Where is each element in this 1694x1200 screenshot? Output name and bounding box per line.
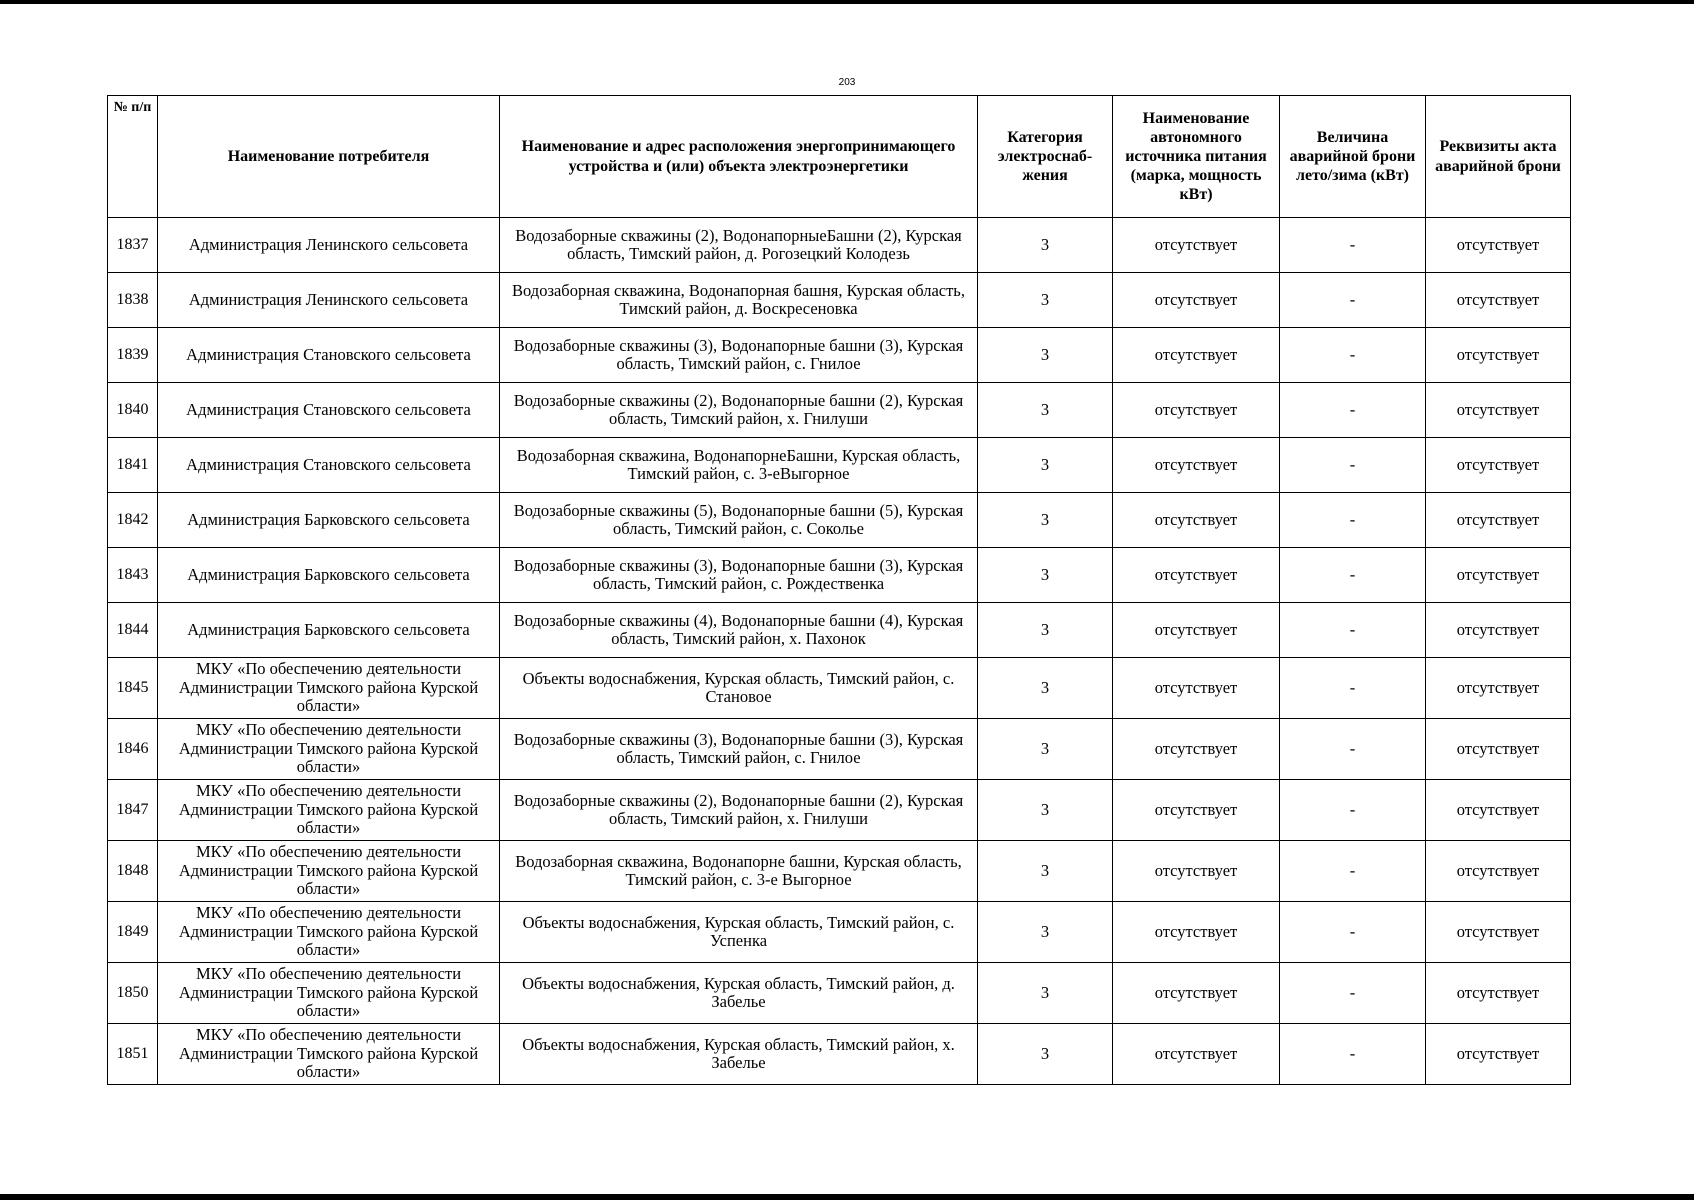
reserve-cell: - <box>1280 603 1426 658</box>
power-source-cell: отсутствует <box>1113 1024 1280 1085</box>
object-cell: Водозаборные скважины (4), Водонапорные башни (4), Курская область, Тимский район, х. Пахонок <box>500 603 978 658</box>
object-cell: Водозаборная скважина, ВодонапорнеБашни, Курская область, Тимский район, с. 3-еВыгорное <box>500 438 978 493</box>
row-number-cell: 1839 <box>108 328 158 383</box>
consumer-cell: МКУ «По обеспечению деятельности Администрации Тимского района Курской области» <box>158 841 500 902</box>
consumer-cell: МКУ «По обеспечению деятельности Администрации Тимского района Курской области» <box>158 1024 500 1085</box>
reserve-cell: - <box>1280 218 1426 273</box>
category-cell: 3 <box>978 218 1113 273</box>
power-source-cell: отсутствует <box>1113 548 1280 603</box>
act-details-cell: отсутствует <box>1426 493 1571 548</box>
power-source-cell: отсутствует <box>1113 273 1280 328</box>
reserve-cell: - <box>1280 902 1426 963</box>
act-details-cell: отсутствует <box>1426 218 1571 273</box>
act-details-cell: отсутствует <box>1426 841 1571 902</box>
object-cell: Объекты водоснабжения, Курская область, Тимский район, с. Успенка <box>500 902 978 963</box>
consumer-cell: Администрация Становского сельсовета <box>158 438 500 493</box>
header-cell: Категория электроснаб-жения <box>978 96 1113 218</box>
consumer-cell: Администрация Барковского сельсовета <box>158 493 500 548</box>
object-cell: Водозаборная скважина, Водонапорне башни, Курская область, Тимский район, с. 3-е Выгорное <box>500 841 978 902</box>
header-cell: № п/п <box>108 96 158 218</box>
category-cell: 3 <box>978 328 1113 383</box>
category-cell: 3 <box>978 719 1113 780</box>
page-number: 203 <box>838 77 856 88</box>
power-source-cell: отсутствует <box>1113 218 1280 273</box>
object-cell: Водозаборные скважины (5), Водонапорные башни (5), Курская область, Тимский район, с. Соколье <box>500 493 978 548</box>
act-details-cell: отсутствует <box>1426 438 1571 493</box>
consumer-cell: МКУ «По обеспечению деятельности Администрации Тимского района Курской области» <box>158 902 500 963</box>
reserve-cell: - <box>1280 841 1426 902</box>
object-cell: Объекты водоснабжения, Курская область, Тимский район, с. Становое <box>500 658 978 719</box>
header-cell: Наименование автономного источника питания (марка, мощность кВт) <box>1113 96 1280 218</box>
power-source-cell: отсутствует <box>1113 328 1280 383</box>
table-row <box>108 1024 1571 1085</box>
row-number-cell: 1848 <box>108 841 158 902</box>
power-source-cell: отсутствует <box>1113 780 1280 841</box>
category-cell: 3 <box>978 902 1113 963</box>
object-cell: Водозаборные скважины (2), ВодонапорныеБашни (2), Курская область, Тимский район, д. Рогозецкий Колодезь <box>500 218 978 273</box>
registry-table <box>107 95 1571 1085</box>
object-cell: Водозаборные скважины (3), Водонапорные башни (3), Курская область, Тимский район, с. Гнилое <box>500 719 978 780</box>
object-cell: Водозаборные скважины (2), Водонапорные башни (2), Курская область, Тимский район, х. Гнилуши <box>500 780 978 841</box>
row-number-cell: 1849 <box>108 902 158 963</box>
reserve-cell: - <box>1280 1024 1426 1085</box>
reserve-cell: - <box>1280 438 1426 493</box>
reserve-cell: - <box>1280 493 1426 548</box>
category-cell: 3 <box>978 548 1113 603</box>
object-cell: Водозаборные скважины (3), Водонапорные башни (3), Курская область, Тимский район, с. Гнилое <box>500 328 978 383</box>
object-cell: Водозаборные скважины (3), Водонапорные башни (3), Курская область, Тимский район, с. Рождественка <box>500 548 978 603</box>
row-number-cell: 1837 <box>108 218 158 273</box>
reserve-cell: - <box>1280 780 1426 841</box>
power-source-cell: отсутствует <box>1113 719 1280 780</box>
power-source-cell: отсутствует <box>1113 963 1280 1024</box>
act-details-cell: отсутствует <box>1426 328 1571 383</box>
object-cell: Объекты водоснабжения, Курская область, Тимский район, д. Забелье <box>500 963 978 1024</box>
reserve-cell: - <box>1280 548 1426 603</box>
header-cell: Наименование и адрес расположения энергопринимающего устройства и (или) объекта электроэнергетики <box>500 96 978 218</box>
act-details-cell: отсутствует <box>1426 603 1571 658</box>
consumer-cell: МКУ «По обеспечению деятельности Администрации Тимского района Курской области» <box>158 658 500 719</box>
power-source-cell: отсутствует <box>1113 841 1280 902</box>
scan-edge-bottom <box>0 1194 1694 1200</box>
reserve-cell: - <box>1280 273 1426 328</box>
category-cell: 3 <box>978 841 1113 902</box>
table-row <box>108 963 1571 1024</box>
row-number-cell: 1843 <box>108 548 158 603</box>
reserve-cell: - <box>1280 719 1426 780</box>
row-number-cell: 1850 <box>108 963 158 1024</box>
row-number-cell: 1845 <box>108 658 158 719</box>
row-number-cell: 1851 <box>108 1024 158 1085</box>
row-number-cell: 1840 <box>108 383 158 438</box>
consumer-cell: МКУ «По обеспечению деятельности Администрации Тимского района Курской области» <box>158 780 500 841</box>
row-number-cell: 1847 <box>108 780 158 841</box>
act-details-cell: отсутствует <box>1426 780 1571 841</box>
reserve-cell: - <box>1280 658 1426 719</box>
row-number-cell: 1846 <box>108 719 158 780</box>
category-cell: 3 <box>978 383 1113 438</box>
act-details-cell: отсутствует <box>1426 658 1571 719</box>
category-cell: 3 <box>978 1024 1113 1085</box>
table-row <box>108 603 1571 658</box>
act-details-cell: отсутствует <box>1426 719 1571 780</box>
row-number-cell: 1844 <box>108 603 158 658</box>
category-cell: 3 <box>978 603 1113 658</box>
header-row <box>108 96 1571 218</box>
power-source-cell: отсутствует <box>1113 658 1280 719</box>
row-number-cell: 1838 <box>108 273 158 328</box>
power-source-cell: отсутствует <box>1113 902 1280 963</box>
object-cell: Объекты водоснабжения, Курская область, Тимский район, х. Забелье <box>500 1024 978 1085</box>
category-cell: 3 <box>978 438 1113 493</box>
consumer-cell: Администрация Барковского сельсовета <box>158 603 500 658</box>
header-cell: Наименование потребителя <box>158 96 500 218</box>
table-row <box>108 328 1571 383</box>
table-row <box>108 493 1571 548</box>
category-cell: 3 <box>978 273 1113 328</box>
object-cell: Водозаборные скважины (2), Водонапорные башни (2), Курская область, Тимский район, х. Гнилуши <box>500 383 978 438</box>
table-row <box>108 383 1571 438</box>
row-number-cell: 1841 <box>108 438 158 493</box>
category-cell: 3 <box>978 658 1113 719</box>
act-details-cell: отсутствует <box>1426 963 1571 1024</box>
consumer-cell: Администрация Ленинского сельсовета <box>158 218 500 273</box>
header-cell: Величина аварийной брони лето/зима (кВт) <box>1280 96 1426 218</box>
table-body <box>108 218 1571 1085</box>
power-source-cell: отсутствует <box>1113 383 1280 438</box>
act-details-cell: отсутствует <box>1426 273 1571 328</box>
act-details-cell: отсутствует <box>1426 548 1571 603</box>
act-details-cell: отсутствует <box>1426 1024 1571 1085</box>
table-row <box>108 548 1571 603</box>
object-cell: Водозаборная скважина, Водонапорная башня, Курская область, Тимский район, д. Воскресеновка <box>500 273 978 328</box>
table-row <box>108 658 1571 719</box>
table-row <box>108 841 1571 902</box>
consumer-cell: МКУ «По обеспечению деятельности Администрации Тимского района Курской области» <box>158 719 500 780</box>
category-cell: 3 <box>978 963 1113 1024</box>
table-row <box>108 780 1571 841</box>
scan-edge-top <box>0 0 1694 4</box>
consumer-cell: Администрация Становского сельсовета <box>158 328 500 383</box>
table-row <box>108 438 1571 493</box>
consumer-cell: МКУ «По обеспечению деятельности Администрации Тимского района Курской области» <box>158 963 500 1024</box>
table-row <box>108 719 1571 780</box>
header-cell: Реквизиты акта аварийной брони <box>1426 96 1571 218</box>
consumer-cell: Администрация Становского сельсовета <box>158 383 500 438</box>
row-number-cell: 1842 <box>108 493 158 548</box>
table-row <box>108 902 1571 963</box>
reserve-cell: - <box>1280 963 1426 1024</box>
act-details-cell: отсутствует <box>1426 383 1571 438</box>
table-row <box>108 218 1571 273</box>
consumer-cell: Администрация Барковского сельсовета <box>158 548 500 603</box>
power-source-cell: отсутствует <box>1113 438 1280 493</box>
power-source-cell: отсутствует <box>1113 493 1280 548</box>
act-details-cell: отсутствует <box>1426 902 1571 963</box>
reserve-cell: - <box>1280 383 1426 438</box>
category-cell: 3 <box>978 493 1113 548</box>
consumer-cell: Администрация Ленинского сельсовета <box>158 273 500 328</box>
table-row <box>108 273 1571 328</box>
reserve-cell: - <box>1280 328 1426 383</box>
category-cell: 3 <box>978 780 1113 841</box>
power-source-cell: отсутствует <box>1113 603 1280 658</box>
